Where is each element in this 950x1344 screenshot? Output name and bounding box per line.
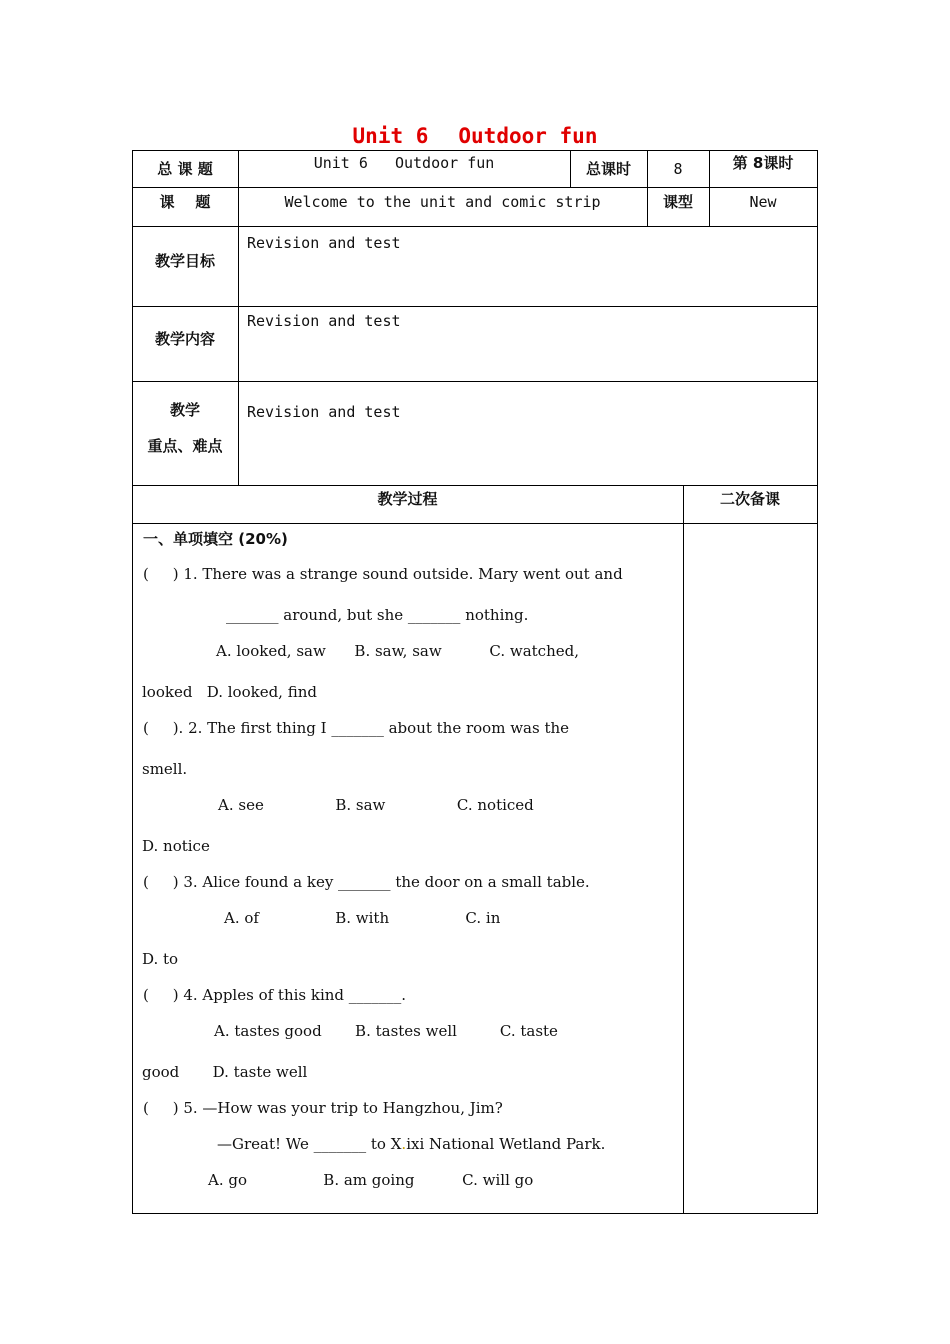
goal-label: 教学目标	[154, 252, 215, 270]
table-line	[683, 485, 684, 1214]
question-5-answer-line	[217, 1135, 605, 1153]
question-4-options-cont: good D. taste well	[142, 1063, 308, 1081]
question-2-prefix: ( ).	[143, 719, 184, 737]
document-title	[0, 124, 950, 148]
table-line	[132, 187, 818, 188]
question-5-stem: ( ) 5. —How was your trip to Hangzhou, Jim?	[143, 1099, 503, 1117]
question-3-stem: ( ) 3. Alice found a key _______ the door on a small table.	[143, 873, 590, 891]
table-line	[132, 306, 818, 307]
question-4-stem: ( ) 4. Apples of this kind _______.	[143, 986, 407, 1004]
question-1-stem: ( ) 1. There was a strange sound outside. Mary went out and	[143, 565, 623, 583]
stray-mark: .	[401, 1135, 407, 1153]
type-value: New	[749, 193, 777, 211]
key-label-line1: 教学	[169, 401, 200, 419]
question-2-text: 2. The first thing I _______ about the room was the	[183, 719, 570, 737]
question-2-stem-cont: smell.	[142, 760, 188, 778]
question-5-options: A. go B. am going C. will go	[208, 1171, 534, 1189]
question-5-answer-pre: —Great! We _______ to X	[217, 1135, 402, 1153]
table-line	[132, 381, 818, 382]
question-4-options: A. tastes good B. tastes well C. taste	[214, 1022, 558, 1040]
topic-label: 课 题	[159, 193, 211, 211]
goal-value: Revision and test	[247, 234, 401, 252]
table-line	[132, 523, 818, 524]
table-line	[132, 226, 818, 227]
notes-label: 二次备课	[719, 490, 780, 508]
total-topic-value: Unit 6 Outdoor fun	[313, 154, 495, 172]
content-label: 教学内容	[154, 330, 215, 348]
key-label-line2: 重点、难点	[147, 437, 223, 455]
question-1-stem-cont: _______ around, but she _______ nothing.	[226, 606, 529, 624]
table-line	[132, 150, 818, 151]
question-1-options-cont: looked D. looked, find	[142, 683, 317, 701]
content-value: Revision and test	[247, 312, 401, 330]
question-3-options: A. of B. with C. in	[224, 909, 501, 927]
table-line	[132, 485, 818, 486]
total-hours-label: 总课时	[585, 160, 631, 178]
question-2-options-cont: D. notice	[142, 837, 210, 855]
process-label: 教学过程	[377, 490, 438, 508]
table-line	[132, 150, 133, 1214]
type-label: 课型	[662, 193, 693, 211]
section-title: 一、单项填空 (20%)	[143, 530, 288, 548]
question-2-options: A. see B. saw C. noticed	[218, 796, 534, 814]
title-unit: Unit 6	[352, 124, 429, 148]
topic-value: Welcome to the unit and comic strip	[284, 193, 601, 211]
table-line	[817, 150, 818, 1214]
table-line	[132, 1213, 818, 1214]
lesson-number: 第 8课时	[732, 154, 794, 172]
question-3-options-cont: D. to	[142, 950, 179, 968]
question-1-options: A. looked, saw B. saw, saw C. watched,	[216, 642, 579, 660]
key-value: Revision and test	[247, 403, 401, 421]
question-5-answer-post: ixi National Wetland Park.	[406, 1135, 606, 1153]
question-2-stem	[143, 719, 569, 737]
title-topic: Outdoor fun	[458, 124, 598, 148]
total-hours-value: 8	[673, 160, 683, 178]
total-topic-label: 总 课 题	[157, 160, 213, 178]
